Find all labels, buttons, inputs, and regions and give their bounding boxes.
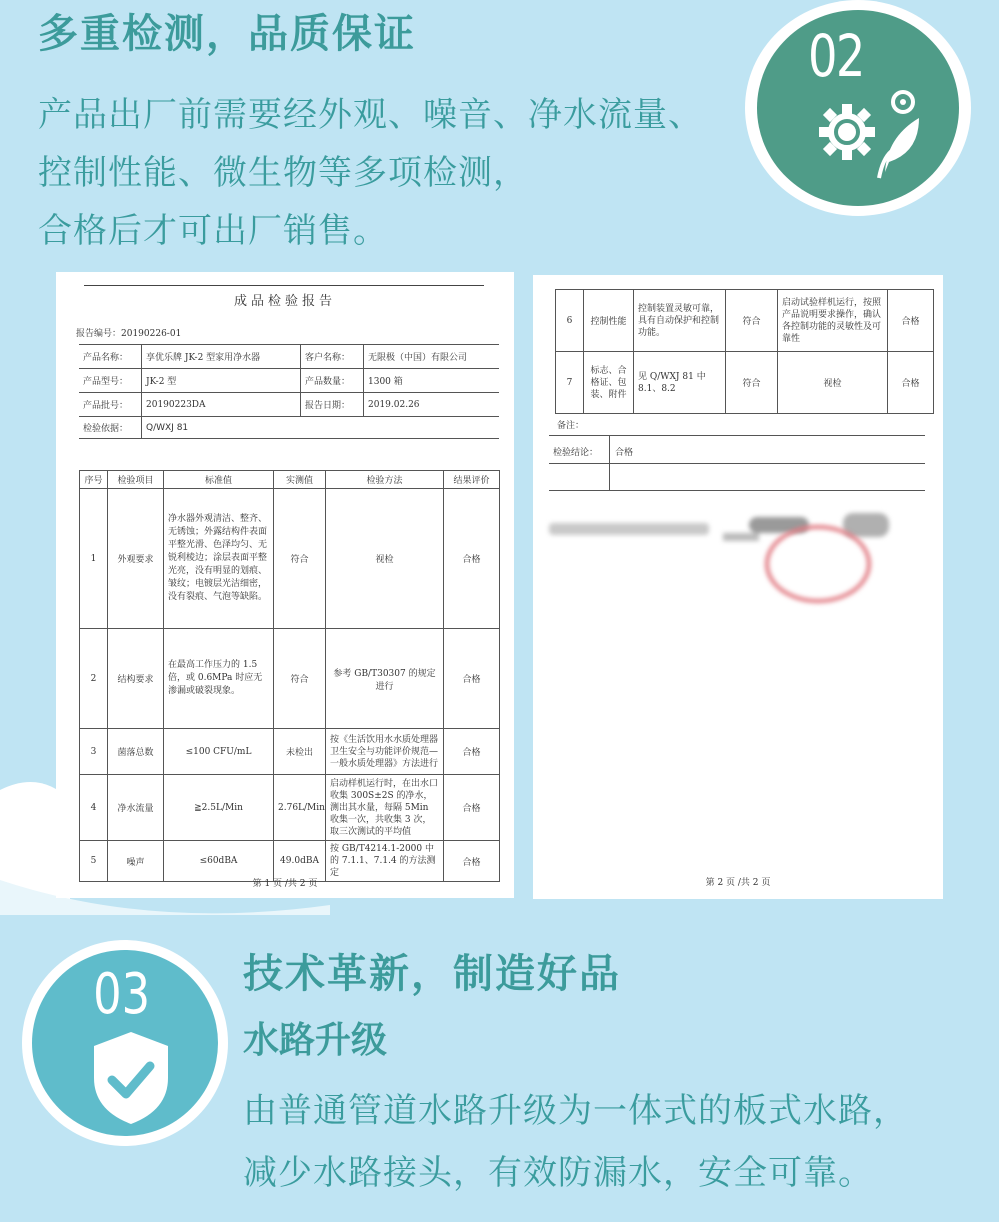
row-method: 参考 GB/T30307 的规定进行 (326, 629, 444, 729)
conclusion-value: 合格 (615, 448, 634, 458)
section3-line-2: 减少水路接头，有效防漏水，安全可靠。 (243, 1153, 873, 1193)
row-std: 见 Q/WXJ 81 中 8.1、8.2 (634, 352, 726, 414)
report-number: 报告编号：20190226-01 (76, 329, 182, 339)
row-result: 合格 (444, 729, 500, 775)
stamp-seal (765, 525, 871, 603)
row-result: 合格 (888, 352, 934, 414)
row-no: 3 (80, 729, 108, 775)
row-item: 净水流量 (108, 775, 164, 841)
row-val: 符合 (726, 290, 778, 352)
row-std: 在最高工作压力的 1.5 倍，或 0.6MPa 时应无渗漏或破裂现象。 (164, 629, 274, 729)
row-no: 1 (80, 489, 108, 629)
row-std: 控制装置灵敏可靠，具有自动保护和控制功能。 (634, 290, 726, 352)
row-val: 符合 (274, 629, 326, 729)
row-no: 4 (80, 775, 108, 841)
section3-subheading: 水路升级 (243, 1020, 388, 1061)
row-std: ≤60dBA (164, 841, 274, 882)
row-item: 外观要求 (108, 489, 164, 629)
row-method: 启动试验样机运行，按照产品说明要求操作，确认各控制功能的灵敏性及可靠性 (778, 290, 888, 352)
conclusion-label: 检验结论： (553, 448, 599, 458)
product-name: 享优乐牌 JK-2 型家用净水器 (142, 345, 301, 369)
header-item: 检验项目 (108, 471, 164, 489)
qty-label: 产品数量： (301, 369, 364, 393)
report-results-table (79, 470, 500, 882)
badge-02 (745, 0, 975, 220)
page-1-footer: 第 1 页 /共 2 页 (252, 879, 318, 889)
badge-03 (22, 940, 232, 1150)
section2-line-3: 合格后才可出厂销售。 (38, 211, 388, 251)
row-item: 结构要求 (108, 629, 164, 729)
row-method: 视检 (778, 352, 888, 414)
batch-label: 产品批号： (79, 393, 142, 417)
section3-line-1: 由普通管道水路升级为一体式的板式水路， (243, 1091, 908, 1131)
page-2-footer: 第 2 页 /共 2 页 (705, 878, 771, 888)
report-title: 成品检验报告 (233, 294, 336, 309)
section3-paragraph (243, 1080, 908, 1204)
row-result: 合格 (444, 841, 500, 882)
section2-heading: 多重检测，品质保证 (38, 11, 416, 57)
report-page-1 (56, 272, 514, 898)
header-std: 标准值 (164, 471, 274, 489)
basis: Q/WXJ 81 (142, 417, 500, 439)
remark-label: 备注： (557, 421, 585, 431)
blurred-signature-area (543, 513, 933, 593)
qty: 1300 箱 (364, 369, 500, 393)
date-label: 报告日期： (301, 393, 364, 417)
row-method: 按《生活饮用水水质处理器卫生安全与功能评价规范—一般水质处理器》方法进行 (326, 729, 444, 775)
date: 2019.02.26 (364, 393, 500, 417)
row-std: ≤100 CFU/mL (164, 729, 274, 775)
row-no: 5 (80, 841, 108, 882)
table-row (80, 489, 500, 629)
model: JK-2 型 (142, 369, 301, 393)
row-method: 启动样机运行时，在出水口收集 300S±2S 的净水，测出其水量，每隔 5Min 收集一次，共收集 3 次，取三次测试的平均值 (326, 775, 444, 841)
row-item: 噪声 (108, 841, 164, 882)
badge-03-number: 03 (93, 962, 151, 1027)
report-page-2 (533, 275, 943, 899)
header-no: 序号 (80, 471, 108, 489)
row-val: 符合 (726, 352, 778, 414)
row-method: 按 GB/T4214.1-2000 中的 7.1.1、7.1.4 的方法测定 (326, 841, 444, 882)
customer-label: 客户名称： (301, 345, 364, 369)
header-val: 实测值 (274, 471, 326, 489)
product-name-label: 产品名称： (79, 345, 142, 369)
header-result: 结果评价 (444, 471, 500, 489)
row-val: 未检出 (274, 729, 326, 775)
report2-table (555, 289, 934, 414)
table-row (80, 629, 500, 729)
row-val: 2.76L/Min (274, 775, 326, 841)
shield-check-icon (88, 1028, 174, 1128)
table-row (556, 290, 934, 352)
section3-heading: 技术革新，制造好品 (243, 951, 621, 997)
header-method: 检验方法 (326, 471, 444, 489)
batch: 20190223DA (142, 393, 301, 417)
row-item: 标志、合格证、包装、附件 (584, 352, 634, 414)
row-std: ≧2.5L/Min (164, 775, 274, 841)
table-row (556, 352, 934, 414)
report-info-table (79, 344, 499, 439)
row-result: 合格 (444, 775, 500, 841)
row-no: 6 (556, 290, 584, 352)
row-result: 合格 (888, 290, 934, 352)
section2-line-2: 控制性能、微生物等多项检测， (38, 153, 528, 193)
row-result: 合格 (444, 629, 500, 729)
badge-02-number: 02 (807, 22, 864, 90)
basis-label: 检验依据： (79, 417, 142, 439)
model-label: 产品型号： (79, 369, 142, 393)
customer: 无限极（中国）有限公司 (364, 345, 500, 369)
row-result: 合格 (444, 489, 500, 629)
row-val: 49.0dBA (274, 841, 326, 882)
table-row (80, 775, 500, 841)
section2-paragraph (38, 86, 703, 260)
section2-line-1: 产品出厂前需要经外观、噪音、净水流量、 (38, 95, 703, 135)
table-row (80, 729, 500, 775)
row-item: 控制性能 (584, 290, 634, 352)
row-no: 2 (80, 629, 108, 729)
row-std: 净水器外观清洁、整齐、无锈蚀；外露结构件表面平整光滑、色泽均匀、无锐利棱边；涂层表面平整光亮，没有明显的划痕、皱纹；电镀层光洁细密，没有裂痕、气泡等缺陷。 (164, 489, 274, 629)
row-method: 视检 (326, 489, 444, 629)
row-item: 菌落总数 (108, 729, 164, 775)
row-val: 符合 (274, 489, 326, 629)
row-no: 7 (556, 352, 584, 414)
gear-leaf-icon (807, 82, 927, 182)
